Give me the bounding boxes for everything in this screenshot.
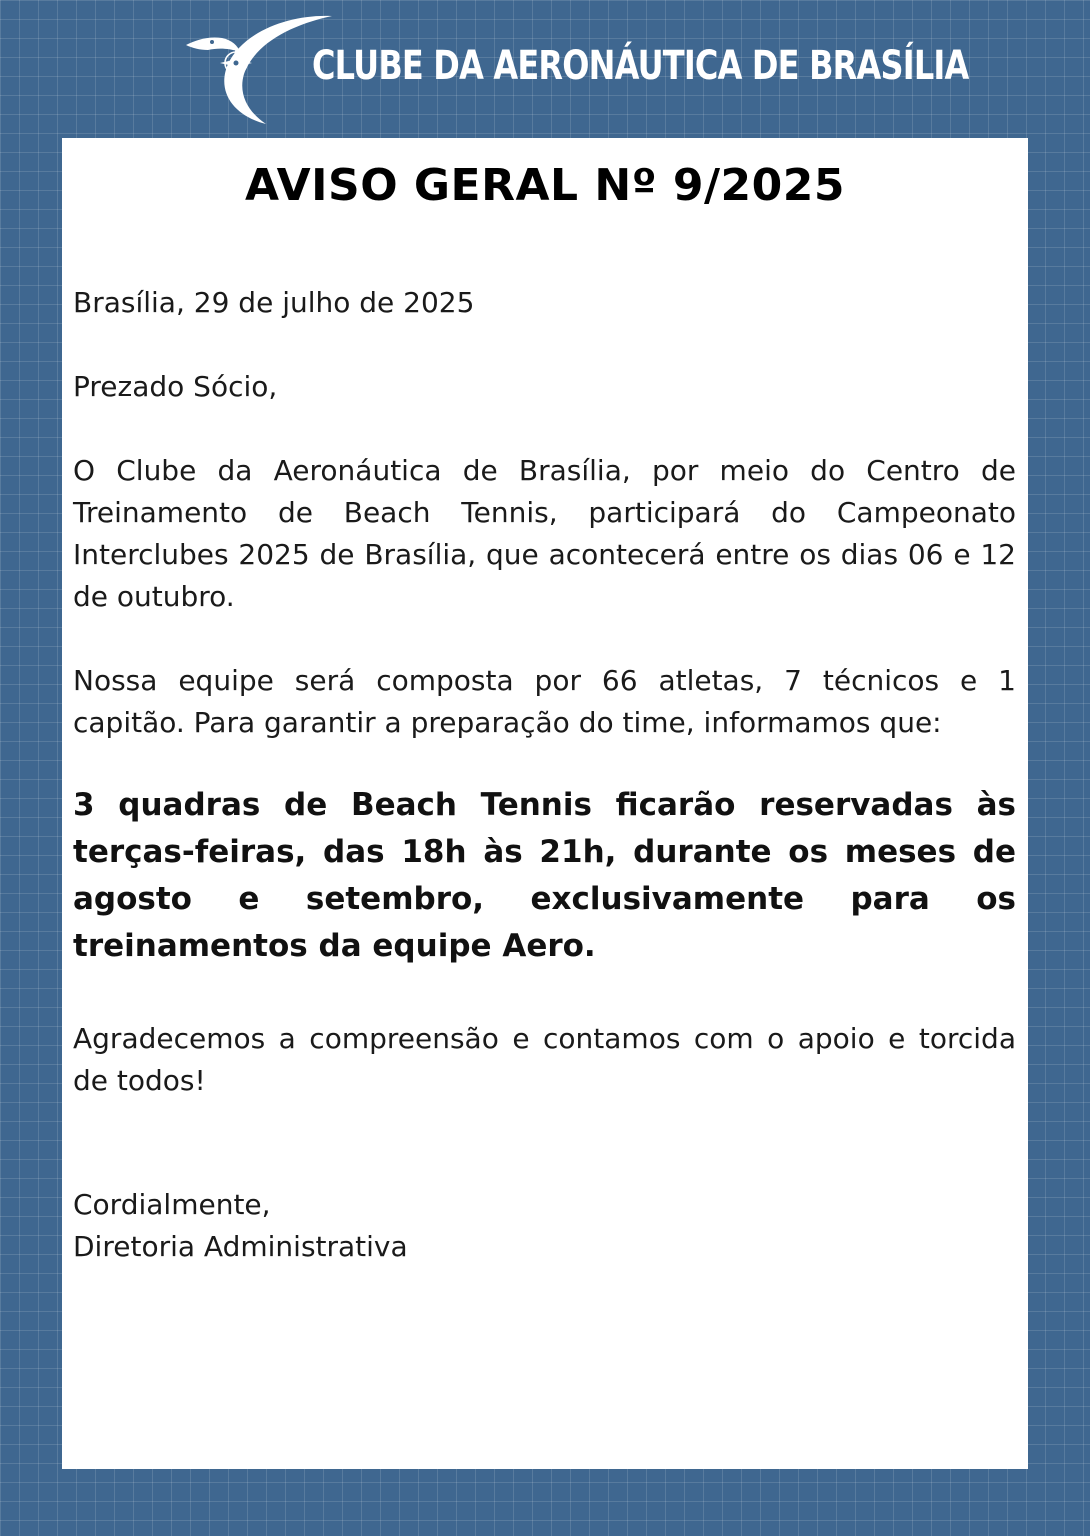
paragraph-intro: O Clube da Aeronáutica de Brasília, por meio do Centro de Treinamento de Beach Tennis, participará do Campeonato Interclubes 2025 de Brasília, que acontecerá entre os dias 06 e 12 de outubro. [73, 454, 1016, 613]
notice-title: AVISO GERAL Nº 9/2025 [245, 160, 845, 211]
place-date: Brasília, 29 de julho de 2025 [73, 286, 475, 319]
club-name: CLUBE DA AERONÁUTICA DE BRASÍLIA [312, 43, 969, 89]
closing: Cordialmente, [73, 1188, 271, 1221]
greeting: Prezado Sócio, [73, 370, 278, 403]
signature: Diretoria Administrativa [73, 1230, 408, 1263]
header [0, 0, 1090, 135]
notice-sheet [62, 138, 1028, 1469]
reservation-highlight: 3 quadras de Beach Tennis ficarão reservadas às terças-feiras, das 18h às 21h, durante os meses de agosto e setembro, exclusivamente para os treinamentos da equipe Aero. [73, 787, 1016, 964]
paragraph-thanks: Agradecemos a compreensão e contamos com o apoio e torcida de todos! [73, 1022, 1016, 1097]
paragraph-team: Nossa equipe será composta por 66 atletas, 7 técnicos e 1 capitão. Para garantir a preparação do time, informamos que: [73, 664, 1016, 739]
